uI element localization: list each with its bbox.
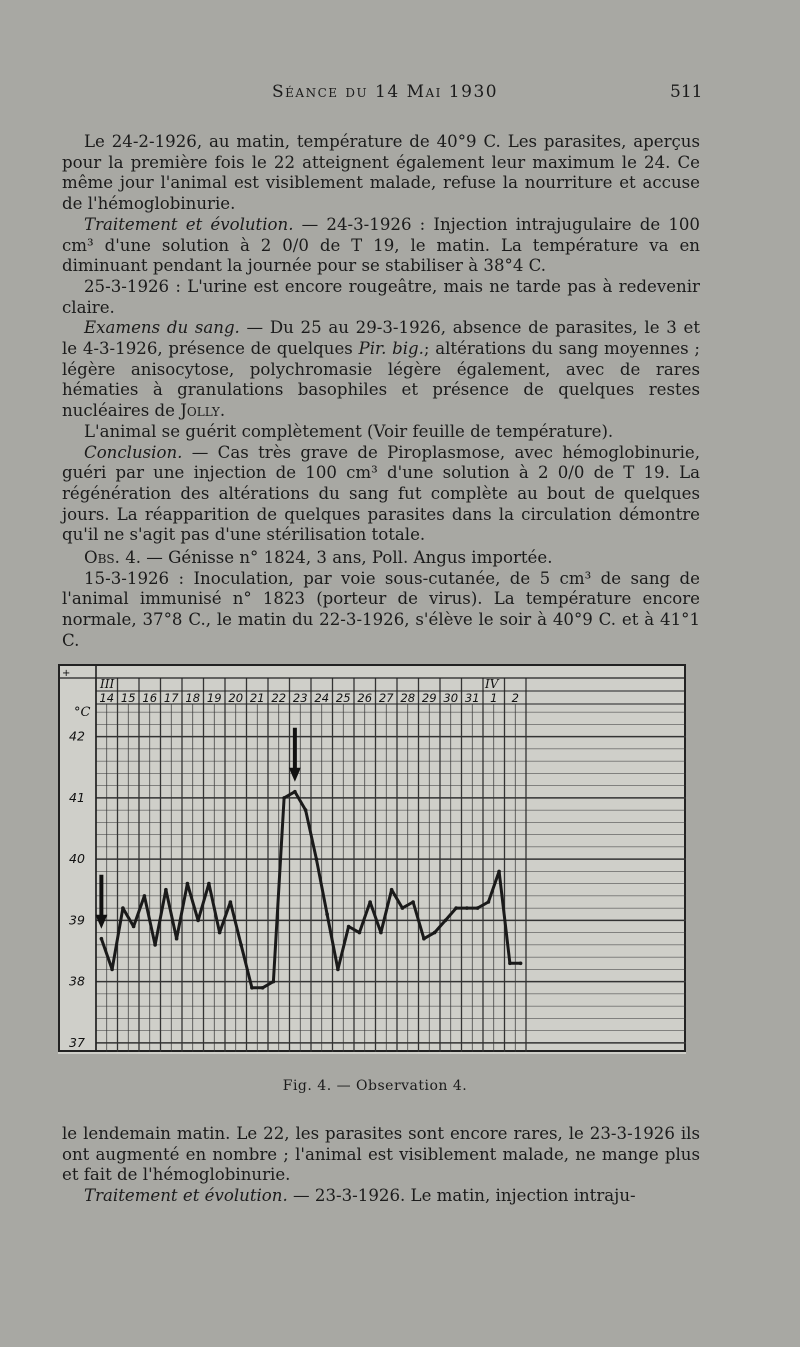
temperature-point	[401, 906, 405, 910]
temperature-point	[304, 808, 308, 812]
y-tick-label: 41	[69, 789, 85, 805]
temperature-point	[487, 900, 491, 904]
paragraph	[62, 569, 700, 652]
day-tick-label: 18	[185, 691, 201, 705]
day-tick-label: 16	[142, 691, 158, 705]
temperature-point	[508, 962, 512, 966]
temperature-point	[282, 796, 286, 800]
text: le lendemain matin. Le 22, les parasites sont encore rares, le 23-3-1926 ils ont augmenté en nombre ; l'animal est visiblement malade, ne mange plus et fait de l'hémoglobinurie.	[62, 1124, 700, 1185]
figure-caption: Fig. 4. — Observation 4.	[282, 1078, 468, 1094]
paragraph	[62, 1186, 700, 1207]
day-tick-label: 14	[99, 691, 115, 705]
month-label: IV	[485, 677, 499, 691]
temperature-point	[153, 943, 157, 947]
day-tick-label: 19	[206, 691, 222, 705]
running-title: Séance du 14 Mai 1930	[272, 82, 499, 102]
day-tick-label: 26	[357, 691, 373, 705]
temperature-point	[272, 980, 276, 984]
paragraph	[62, 277, 700, 318]
temperature-point	[250, 986, 254, 990]
paragraph	[62, 215, 700, 277]
temperature-point	[110, 968, 114, 972]
y-tick-label: 40	[69, 851, 85, 867]
temperature-point	[390, 888, 394, 892]
temperature-point	[433, 931, 437, 935]
day-tick-label: 31	[464, 691, 480, 705]
paragraph	[62, 1124, 700, 1186]
temperature-point	[207, 882, 211, 886]
text-block-obs-4	[62, 548, 700, 652]
corner-label: +	[62, 668, 71, 679]
day-tick-label: 27	[378, 691, 394, 705]
page-number: 511	[670, 82, 703, 102]
paragraph	[62, 548, 700, 569]
day-tick-label: 28	[400, 691, 416, 705]
species-name: Pir. big.	[358, 339, 424, 359]
y-tick-label: 42	[69, 728, 85, 744]
temperature-point	[411, 900, 415, 904]
day-tick-label: 29	[421, 691, 437, 705]
temperature-point	[368, 900, 372, 904]
temperature-point	[454, 906, 458, 910]
temperature-point	[422, 937, 426, 941]
text: — 23-3-1926. Le matin, injection intraju-	[287, 1186, 636, 1206]
italic-label: Examens du sang.	[84, 318, 240, 338]
day-tick-label: 17	[163, 691, 179, 705]
page-header	[0, 82, 800, 112]
paragraph	[62, 443, 700, 547]
temperature-point	[239, 943, 243, 947]
temperature-point	[100, 937, 104, 941]
day-tick-label: 30	[443, 691, 459, 705]
day-tick-label: 2	[511, 691, 519, 705]
text: — Du 25 au 29-3-1926, absence de parasites, le 3 et le 4-3-1926, présence de quelques	[62, 318, 700, 359]
day-tick-label: 21	[249, 691, 265, 705]
italic-label: Traitement et évolution.	[84, 1186, 288, 1206]
temperature-point	[315, 857, 319, 861]
text: ; altérations du sang moyennes ; légère anisocytose, polychromasie légère également, avec de rares hématies à granulations basophiles et présence de quelques restes nucléaires de	[62, 339, 700, 421]
day-tick-label: 22	[271, 691, 287, 705]
temperature-point	[444, 919, 448, 923]
temperature-point	[347, 925, 351, 929]
paragraph	[62, 132, 700, 215]
temperature-point	[325, 912, 329, 916]
text: — Cas très grave de Piroplasmose, avec hémoglobinurie, guéri par une injection de 100 cm³ d'une solution à 2 0/0 de T 19. La régénération des altérations du sang fut complète au bout de quelques jours. La réapparition de quelques parasites dans la circulation démontre qu'il ne s'agit pas d'une stérilisation totale.	[62, 442, 700, 545]
temperature-point	[497, 870, 501, 874]
temperature-point	[519, 962, 523, 966]
temperature-chart	[58, 664, 686, 1054]
temperature-point	[175, 937, 179, 941]
temperature-point	[186, 882, 190, 886]
author-name: Jolly	[180, 401, 220, 421]
unit-label: °C	[74, 705, 91, 720]
temperature-point	[218, 931, 222, 935]
italic-label: Traitement et évolution.	[84, 214, 294, 234]
text: 15-3-1926 : Inoculation, par voie sous-cutanée, de 5 cm³ de sang de l'animal immunisé n° 1823 (porteur de virus). La température encore normale, 37°8 C., le matin du 22-3-1926, s'élève le soir à 40°9 C. et à 41°1 C.	[62, 568, 700, 650]
y-tick-label: 39	[69, 912, 85, 928]
text: 25-3-1926 : L'urine est encore rougeâtre, mais ne tarde pas à redevenir claire.	[62, 276, 700, 317]
italic-label: Conclusion.	[84, 442, 183, 462]
temperature-point	[379, 931, 383, 935]
temperature-point	[293, 790, 297, 794]
temperature-point	[143, 894, 147, 898]
y-tick-label: 37	[69, 1034, 85, 1050]
text: .	[219, 401, 226, 421]
temperature-point	[261, 986, 265, 990]
y-tick-label: 38	[69, 973, 85, 989]
temperature-point	[164, 888, 168, 892]
temperature-chart-svg	[58, 664, 686, 1054]
day-tick-label: 25	[335, 691, 351, 705]
temperature-point	[229, 900, 233, 904]
observation-label: Obs. 4.	[84, 548, 142, 567]
temperature-point	[121, 906, 125, 910]
text-block-case-3	[62, 132, 700, 546]
text: Le 24-2-1926, au matin, température de 40°9 C. Les parasites, aperçus pour la première fois le 22 atteignent également leur maximum le 24. Ce même jour l'animal est visiblement malade, refuse la nourriture et accuse de l'hémoglobinurie.	[62, 132, 700, 214]
temperature-point	[476, 906, 480, 910]
temperature-point	[132, 925, 136, 929]
temperature-point	[336, 968, 340, 972]
text: — Génisse n° 1824, 3 ans, Poll. Angus importée.	[141, 548, 553, 567]
month-label: III	[100, 677, 115, 691]
day-tick-label: 20	[228, 691, 244, 705]
day-tick-label: 24	[314, 691, 330, 705]
temperature-point	[196, 919, 200, 923]
text-block-continued	[62, 1124, 700, 1207]
paragraph	[62, 422, 700, 443]
temperature-point	[465, 906, 469, 910]
text: L'animal se guérit complètement (Voir feuille de température).	[84, 421, 614, 441]
day-tick-label: 1	[490, 691, 498, 705]
temperature-point	[358, 931, 362, 935]
paragraph	[62, 318, 700, 422]
day-tick-label: 23	[292, 691, 308, 705]
day-tick-label: 15	[120, 691, 136, 705]
text: — 24-3-1926 : Injection intrajugulaire de 100 cm³ d'une solution à 2 0/0 de T 19, le matin. La température va en diminuant pendant la journée pour se stabiliser à 38°4 C.	[62, 214, 700, 276]
